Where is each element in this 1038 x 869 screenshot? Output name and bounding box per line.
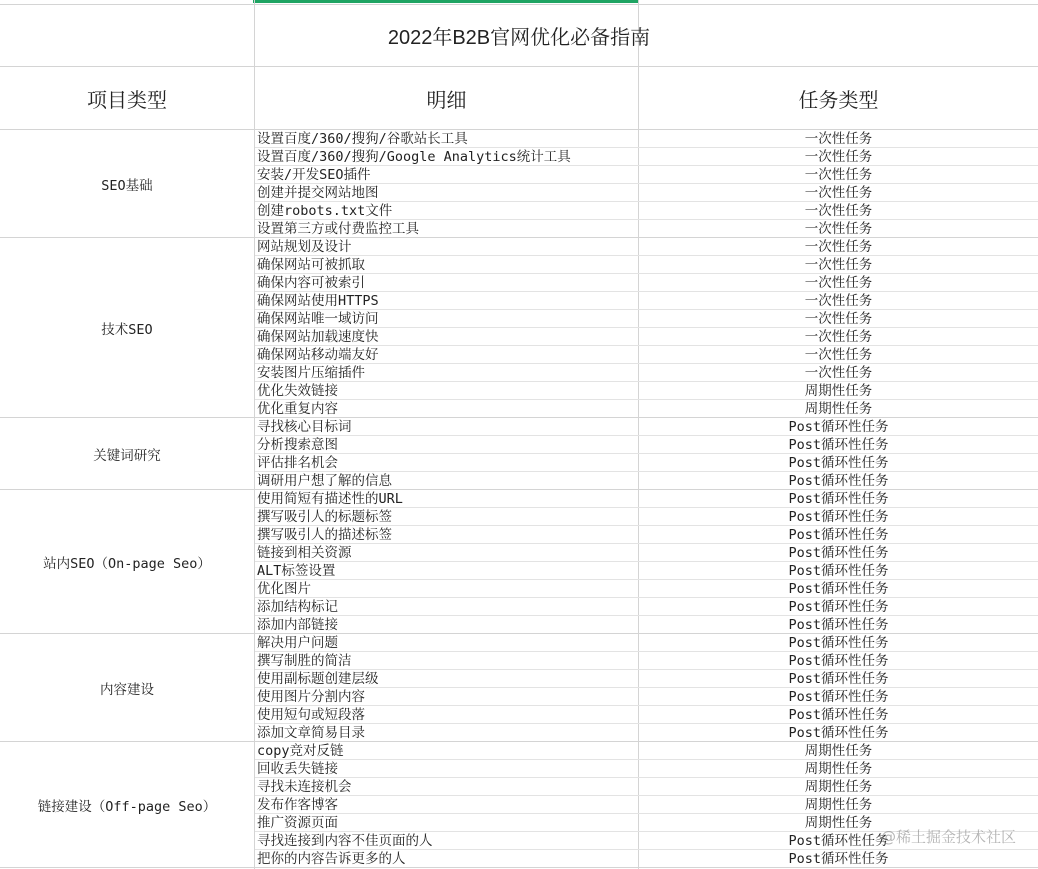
task-type-cell[interactable]: Post循环性任务 bbox=[788, 455, 889, 471]
detail-cell[interactable]: 确保内容可被索引 bbox=[257, 275, 365, 291]
detail-cell[interactable]: 优化失效链接 bbox=[257, 383, 338, 399]
active-cell-indicator bbox=[253, 0, 638, 3]
task-type-cell[interactable]: Post循环性任务 bbox=[788, 617, 889, 633]
task-type-cell[interactable]: 一次性任务 bbox=[804, 239, 873, 255]
detail-cell[interactable]: 确保网站使用HTTPS bbox=[257, 293, 379, 309]
detail-cell[interactable]: 解决用户问题 bbox=[257, 635, 338, 651]
task-type-cell[interactable]: 周期性任务 bbox=[804, 401, 873, 417]
detail-cell[interactable]: 使用简短有描述性的URL bbox=[257, 491, 403, 507]
detail-cell[interactable]: 确保网站加载速度快 bbox=[257, 329, 379, 345]
detail-cell[interactable]: 安装/开发SEO插件 bbox=[257, 167, 371, 183]
detail-cell[interactable]: 回收丢失链接 bbox=[257, 761, 338, 777]
detail-cell[interactable]: 使用图片分割内容 bbox=[257, 689, 365, 705]
detail-cell[interactable]: 撰写吸引人的标题标签 bbox=[257, 509, 392, 525]
task-type-cell[interactable]: Post循环性任务 bbox=[788, 599, 889, 615]
detail-cell[interactable]: 优化重复内容 bbox=[257, 401, 338, 417]
detail-cell[interactable]: 确保网站移动端友好 bbox=[257, 347, 379, 363]
task-type-cell[interactable]: 一次性任务 bbox=[804, 131, 873, 147]
task-type-cell[interactable]: Post循环性任务 bbox=[788, 563, 889, 579]
header-task-type[interactable]: 任务类型 bbox=[798, 89, 879, 112]
detail-cell[interactable]: 寻找核心目标词 bbox=[257, 419, 352, 435]
detail-cell[interactable]: 创建robots.txt文件 bbox=[257, 203, 393, 219]
task-type-cell[interactable]: Post循环性任务 bbox=[788, 437, 889, 453]
task-type-cell[interactable]: Post循环性任务 bbox=[788, 707, 889, 723]
detail-cell[interactable]: 评估排名机会 bbox=[257, 455, 338, 471]
task-type-cell[interactable]: Post循环性任务 bbox=[788, 725, 889, 741]
task-type-cell[interactable]: 周期性任务 bbox=[804, 797, 873, 813]
task-type-cell[interactable]: 一次性任务 bbox=[804, 257, 873, 273]
task-type-cell[interactable]: Post循环性任务 bbox=[788, 491, 889, 507]
task-type-cell[interactable]: 一次性任务 bbox=[804, 293, 873, 309]
task-type-cell[interactable]: 一次性任务 bbox=[804, 185, 873, 201]
category-cell[interactable]: 技术SEO bbox=[101, 322, 153, 338]
task-type-cell[interactable]: Post循环性任务 bbox=[788, 689, 889, 705]
task-type-cell[interactable]: Post循环性任务 bbox=[788, 653, 889, 669]
task-type-cell[interactable]: 周期性任务 bbox=[804, 743, 873, 759]
detail-cell[interactable]: 使用副标题创建层级 bbox=[257, 671, 379, 687]
detail-cell[interactable]: 网站规划及设计 bbox=[257, 239, 352, 255]
category-cell[interactable]: 链接建设（Off-page Seo） bbox=[37, 799, 217, 815]
detail-cell[interactable]: 添加内部链接 bbox=[257, 617, 338, 633]
header-detail[interactable]: 明细 bbox=[426, 89, 467, 112]
task-type-cell[interactable]: 一次性任务 bbox=[804, 365, 873, 381]
task-type-cell[interactable]: Post循环性任务 bbox=[788, 527, 889, 543]
header-category[interactable]: 项目类型 bbox=[87, 89, 167, 112]
detail-cell[interactable]: 添加结构标记 bbox=[257, 599, 338, 615]
detail-cell[interactable]: 撰写吸引人的描述标签 bbox=[257, 527, 392, 543]
detail-cell[interactable]: 创建并提交网站地图 bbox=[257, 185, 379, 201]
detail-cell[interactable]: 添加文章简易目录 bbox=[257, 725, 365, 741]
task-type-cell[interactable]: Post循环性任务 bbox=[788, 851, 889, 867]
detail-cell[interactable]: 分析搜索意图 bbox=[257, 437, 338, 453]
detail-cell[interactable]: 使用短句或短段落 bbox=[257, 707, 365, 723]
task-type-cell[interactable]: Post循环性任务 bbox=[788, 545, 889, 561]
detail-cell[interactable]: 把你的内容告诉更多的人 bbox=[257, 851, 406, 867]
task-type-cell[interactable]: 周期性任务 bbox=[804, 779, 873, 795]
detail-cell[interactable]: 发布作客博客 bbox=[257, 797, 338, 813]
task-type-cell[interactable]: Post循环性任务 bbox=[788, 581, 889, 597]
detail-cell[interactable]: 寻找未连接机会 bbox=[257, 779, 352, 795]
detail-cell[interactable]: 设置百度/360/搜狗/谷歌站长工具 bbox=[257, 131, 468, 147]
detail-cell[interactable]: 设置第三方或付费监控工具 bbox=[257, 221, 419, 237]
watermark: @稀土掘金技术社区 bbox=[880, 828, 1016, 846]
task-type-cell[interactable]: 周期性任务 bbox=[804, 383, 873, 399]
detail-cell[interactable]: 寻找连接到内容不佳页面的人 bbox=[257, 833, 433, 849]
detail-cell[interactable]: copy竞对反链 bbox=[257, 743, 344, 759]
category-cell[interactable]: 关键词研究 bbox=[93, 448, 161, 464]
category-cell[interactable]: 内容建设 bbox=[100, 682, 154, 698]
task-type-cell[interactable]: 周期性任务 bbox=[804, 815, 873, 831]
task-type-cell[interactable]: 一次性任务 bbox=[804, 311, 873, 327]
task-type-cell[interactable]: 一次性任务 bbox=[804, 329, 873, 345]
detail-cell[interactable]: 调研用户想了解的信息 bbox=[257, 473, 392, 489]
category-cell[interactable]: SEO基础 bbox=[101, 178, 153, 194]
task-type-cell[interactable]: Post循环性任务 bbox=[788, 473, 889, 489]
task-type-cell[interactable]: Post循环性任务 bbox=[788, 635, 889, 651]
task-type-cell[interactable]: 周期性任务 bbox=[804, 761, 873, 777]
task-type-cell[interactable]: 一次性任务 bbox=[804, 275, 873, 291]
task-type-cell[interactable]: 一次性任务 bbox=[804, 149, 873, 165]
detail-cell[interactable]: 撰写制胜的简洁 bbox=[257, 653, 352, 669]
detail-cell[interactable]: ALT标签设置 bbox=[257, 563, 336, 579]
task-type-cell[interactable]: 一次性任务 bbox=[804, 347, 873, 363]
detail-cell[interactable]: 优化图片 bbox=[257, 581, 311, 597]
detail-cell[interactable]: 安装图片压缩插件 bbox=[257, 365, 365, 381]
task-type-cell[interactable]: 一次性任务 bbox=[804, 221, 873, 237]
detail-cell[interactable]: 设置百度/360/搜狗/Google Analytics统计工具 bbox=[257, 149, 571, 165]
detail-cell[interactable]: 确保网站可被抓取 bbox=[257, 257, 365, 273]
sheet-title[interactable]: 2022年B2B官网优化必备指南 bbox=[387, 26, 651, 49]
task-type-cell[interactable]: Post循环性任务 bbox=[788, 509, 889, 525]
category-cell[interactable]: 站内SEO（On-page Seo） bbox=[43, 556, 211, 572]
detail-cell[interactable]: 确保网站唯一域访问 bbox=[257, 311, 379, 327]
task-type-cell[interactable]: Post循环性任务 bbox=[788, 419, 889, 435]
detail-cell[interactable]: 推广资源页面 bbox=[257, 815, 338, 831]
task-type-cell[interactable]: Post循环性任务 bbox=[788, 833, 889, 849]
task-type-cell[interactable]: 一次性任务 bbox=[804, 167, 873, 183]
task-type-cell[interactable]: 一次性任务 bbox=[804, 203, 873, 219]
task-type-cell[interactable]: Post循环性任务 bbox=[788, 671, 889, 687]
detail-cell[interactable]: 链接到相关资源 bbox=[257, 545, 352, 561]
